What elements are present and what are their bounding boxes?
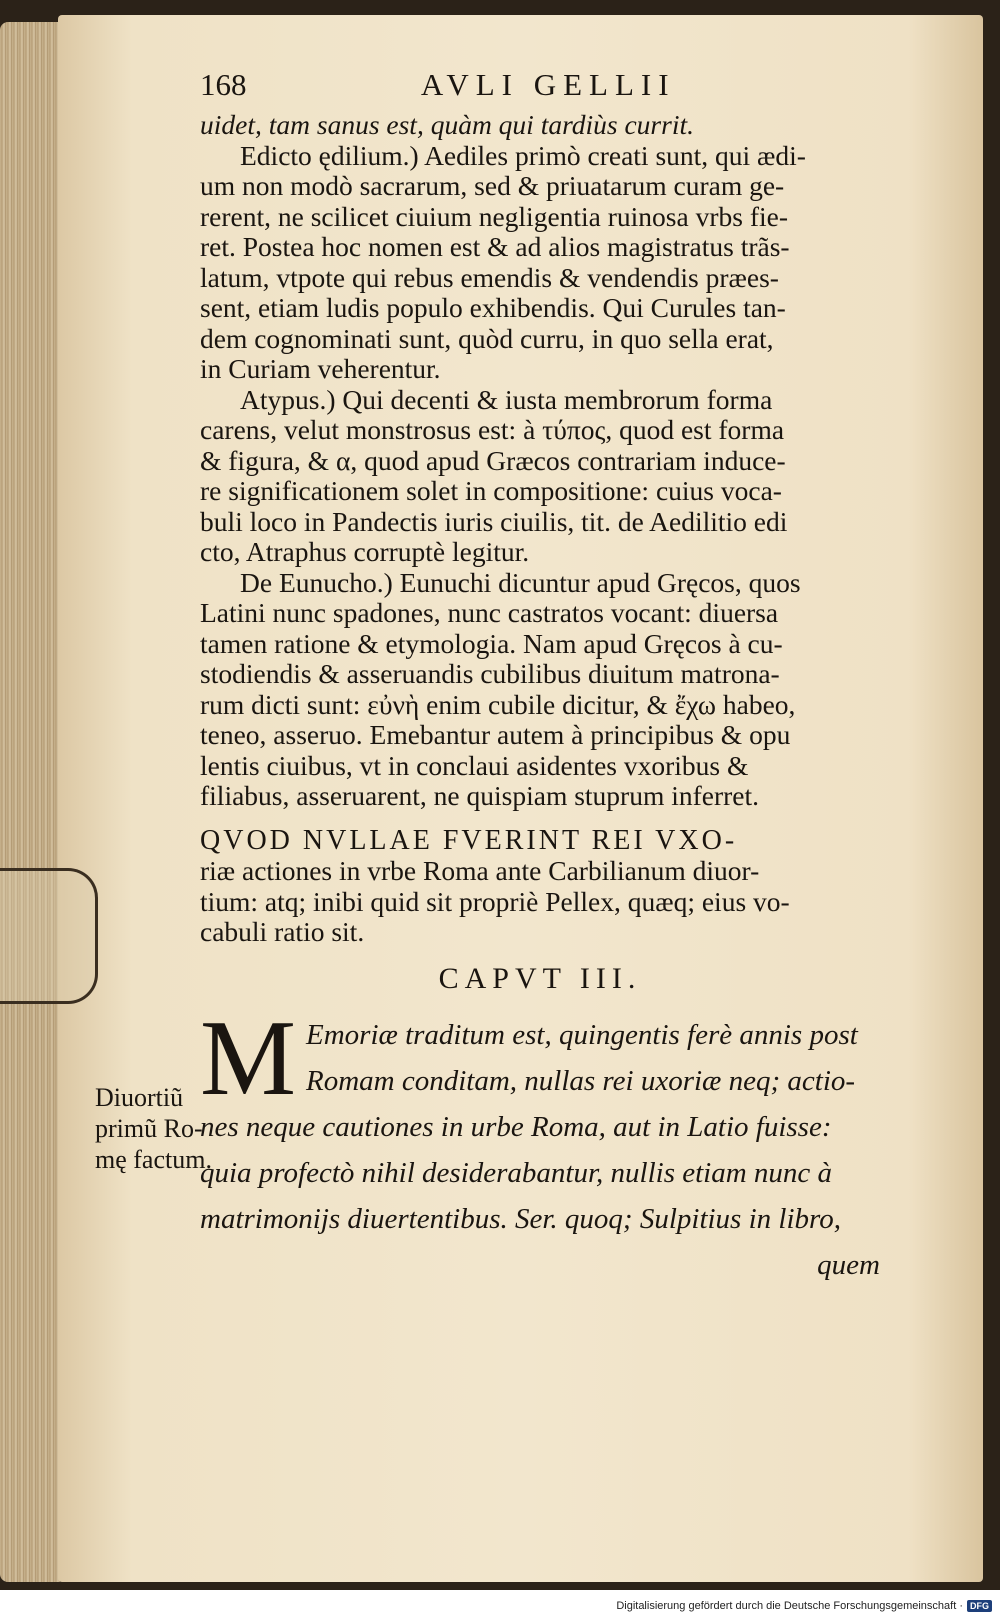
text-line: rum dicti sunt: εὐνὴ enim cubile dicitur, & ἔχω habeo, [200,688,796,720]
text-line: De Eunucho.) Eunuchi dicuntur apud Gręcos, quos [240,566,801,598]
text-line: buli loco in Pandectis iuris ciuilis, tit. de Aedilitio edi [200,505,788,537]
text-line: primũ Ro- [95,1114,203,1143]
text-line: Emoriæ traditum est, quingentis ferè annis post [306,1019,858,1051]
text-line: in Curiam veherentur. [200,353,441,384]
catchword: quem [817,1249,880,1281]
text-line: Edicto ędilium.) Aediles primò creati sunt, qui ædi- [240,139,806,171]
text-line: riæ actiones in vrbe Roma ante Carbilianum diuor- [200,855,760,886]
text-line: filiabus, asseruarent, ne quispiam stuprum inferret. [200,780,760,811]
paragraph-atypus [200,385,880,568]
text-line: rerent, ne scilicet ciuium negligentia ruinosa vrbs fie- [200,200,788,232]
page-number: 168 [200,67,247,102]
dfg-logo: DFG [967,1600,992,1612]
text-line: sent, etiam ludis populo exhibendis. Qui Curules tan- [200,292,786,323]
paragraph-eunucho [200,568,880,812]
text-line: carens, velut monstrosus est: à τύπος, quod est forma [200,414,785,445]
text-line: Atypus.) Qui decenti & iusta membrorum forma [240,383,773,415]
text-line: Latini nunc spadones, nunc castratos vocant: diuersa [200,597,779,628]
marginal-note [95,1082,245,1175]
running-header [200,67,880,110]
running-title: AVLI GELLII [420,67,676,102]
footer-credit: Digitalisierung gefördert durch die Deutsche Forschungsgemeinschaft · [616,1600,963,1612]
text-line: stodiendis & asseruandis cubilibus diuitum matrona- [200,658,780,689]
text-line: & figura, & α, quod apud Græcos contrariam induce- [200,444,786,476]
text-line: cabuli ratio sit. [200,916,365,947]
chapter-title [200,826,880,948]
digitization-footer [616,1600,992,1612]
chapter-text [200,999,880,1288]
text-line: quia profectò nihil desiderabantur, nullis etiam nunc à [200,1157,833,1189]
text-line: tium: atq; inibi quid sit propriè Pellex, quæq; eius vo- [200,885,790,917]
text-line: teneo, asseruo. Emebantur autem à principibus & opu [200,719,791,750]
paragraph-edicto [200,141,880,385]
chapter-number: CAPVT III. [438,961,642,995]
text-line: nes neque cautiones in urbe Roma, aut in Latio fuisse: [200,1111,832,1143]
page-edges [0,22,60,1582]
text-line: QVOD NVLLAE FVERINT REI VXO- [200,824,738,856]
text-line: lentis ciuibus, vt in conclaui asidentes vxoribus & [200,749,749,781]
intro-line: uidet, tam sanus est, quàm qui tardiùs currit. [200,109,694,140]
page-text [200,67,880,1288]
text-line: Diuortiũ [95,1083,184,1112]
text-line: matrimonijs diuertentibus. Ser. quoq; Sulpitius in libro, [200,1203,841,1235]
text-line: tamen ratione & etymologia. Nam apud Gręcos à cu- [200,627,783,659]
drop-cap: M [200,999,297,1118]
text-line: dem cognominati sunt, quòd curru, in quo sella erat, [200,322,774,354]
book-clip [0,868,98,1004]
text-line: latum, vtpote qui rebus emendis & vendendis præes- [200,261,779,293]
text-line: um non modò sacrarum, sed & priuatarum curam ge- [200,170,785,201]
text-line: cto, Atraphus corruptè legitur. [200,536,530,567]
text-line: ret. Postea hoc nomen est & ad alios magistratus trãs- [200,231,790,262]
text-line: re significationem solet in compositione: cuius voca- [200,475,782,506]
text-line: Romam conditam, nullas rei uxoriæ neq; actio- [306,1065,856,1097]
text-line: mę factum. [95,1145,212,1174]
